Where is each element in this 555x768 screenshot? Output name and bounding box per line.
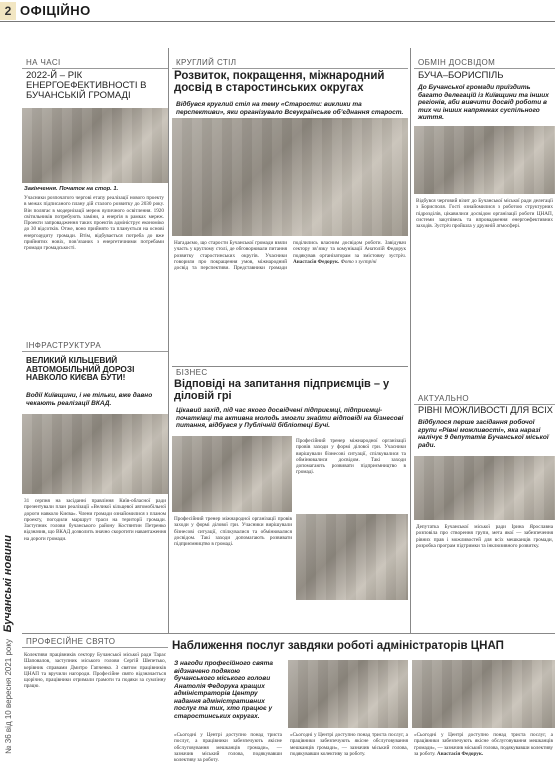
infra-photo bbox=[22, 414, 168, 494]
sidebar-text bbox=[2, 535, 14, 754]
infra-title: ВЕЛИКИЙ КІЛЬЦЕВИЙ АВТОМОБІЛЬНИЙ ДОРОЗІ НАВКОЛО КИЄВА БУТИ! bbox=[26, 355, 135, 383]
page-header bbox=[0, 0, 555, 22]
hrub-author: Анастасія Федорук. bbox=[293, 258, 340, 265]
sidebar bbox=[0, 24, 17, 768]
cnap-body-right-text: «Сьогодні у Центрі доступно понад триста послуг, а працівники забезпечують якісне обслуговування мешканців громади», — зазначив міський голова, подякувавши колективу за роботу. bbox=[414, 732, 553, 757]
issue-info: № 36 від 10 вересня 2021 року bbox=[4, 639, 13, 754]
hrub-label: КРУГЛИЙ СТІЛ bbox=[172, 57, 408, 69]
newspaper-brand: Бучанські новини bbox=[2, 535, 14, 633]
energy-title: 2022-Й – РІК ЕНЕРГОЕФЕКТИВНОСТІ В БУЧАНСЬКІЙ ГРОМАДІ bbox=[26, 70, 147, 101]
cnap-photo-2 bbox=[412, 660, 555, 728]
business-body-right: Професійний тренер міжнародної організації провів заходи у формі ділової гри. Учасники вирішували бізнесові ситуації, спілкувалися та обмінювалися досвідом. Такі заходи допомагають розвивати підприємництво в громаді. bbox=[296, 438, 406, 476]
hrub-lead: Відбувся круглий стіл на тему «Старости: виклики та перспективи», яки організувало Всеукраїнське об’єднання старост. bbox=[176, 101, 404, 116]
column-divider bbox=[410, 48, 411, 633]
actual-title: РІВНІ МОЖЛИВОСТІ ДЛЯ ВСІХ bbox=[418, 405, 553, 415]
borispil-body: Відбувся черговий візит до Бучанської міської ради делегації з Борисполя. Гості ознайомилися з роботою структурних підрозділів, цікавилися досвідом організації роботи ЦНАП, системи закупівель та впровадження енергоефективних заходів. Зустріч пройшла у дружній атмосфері. bbox=[416, 198, 553, 230]
hrub-author-role: Фото з зустрічі bbox=[340, 258, 377, 265]
holiday-body: Колективи працівників сектору Бучанської міської ради Тарас Шаповалов, заступник міського голови Сергій Шепетько, керівник справами Дмитро Гапченко. З святом працівників ЦНАП та вручили нагороди. Професійне свято відзначається щорічно, працівники отримали грамоти та подяки за сумлінну працю. bbox=[24, 652, 166, 690]
business-photo-2 bbox=[296, 514, 408, 600]
actual-photo bbox=[414, 456, 555, 520]
cnap-body-mid: «Сьогодні у Центрі доступно понад триста послуг, а працівники забезпечують якісне обслуговування мешканців громади», — зазначив міський голова, подякувавши колективу за роботу. bbox=[290, 732, 408, 757]
borispil-title: БУЧА–БОРИСПІЛЬ bbox=[418, 70, 504, 81]
cnap-body-right bbox=[414, 732, 553, 766]
energy-caption: Закінчення. Початок на стор. 1. bbox=[24, 186, 119, 192]
hrub-photo bbox=[172, 118, 408, 236]
business-lead: Цікавий захід, під час якого досвідчені підприємці, підприємці-початківці та активна молодь змогли знайти відповіді на бізнесові питання, відбувся у Публічній бібліотеці Бучі. bbox=[176, 407, 404, 429]
energy-label: НА ЧАСІ bbox=[22, 57, 168, 69]
actual-lead: Відбулося перше засідання робочої групи «Рівні можливості», яка наразі налічує 9 депутатів Бучанської міської ради. bbox=[418, 419, 549, 449]
borispil-photo bbox=[414, 126, 555, 194]
hrub-title: Розвиток, покращення, міжнародний досвід в старостинських округах bbox=[174, 70, 385, 95]
cnap-lead: З нагоди професійного свята відзначено подякою бучанського міського голови Анатолія Федорука кращих адміністраторів Центру надання адміністративних послуг та тих, хто працює у старостинських округах. bbox=[174, 660, 274, 720]
hrub-body bbox=[174, 240, 406, 335]
cnap-title: Наближення послуг завдяки роботі адміністраторів ЦНАП bbox=[172, 640, 504, 652]
actual-label: АКТУАЛЬНО bbox=[414, 393, 555, 405]
holiday-label: ПРОФЕСІЙНЕ СВЯТО bbox=[22, 636, 168, 648]
business-photo-1 bbox=[172, 436, 292, 512]
cnap-photo-1 bbox=[288, 660, 408, 728]
energy-photo bbox=[22, 108, 168, 183]
borispil-lead: До Бучанської громади приїздить багато делегацій із Київщини та інших регіонів, аби вивчити досвід роботи в тих чи інших напрямках суспільного життя. bbox=[418, 84, 549, 121]
bottom-band-rule bbox=[22, 633, 555, 634]
section-title: ОФІЦІЙНО bbox=[20, 3, 91, 18]
page-number: 2 bbox=[0, 2, 16, 20]
actual-body: Депутатка Бучанської міської ради Ірина Ярославна розповіла про створення групи, мета якої — забезпечення рівних прав і можливостей для всіх мешканців громади, розробка програм підтримки та інклюзивного розвитку. bbox=[416, 524, 553, 549]
business-label: БІЗНЕС bbox=[176, 368, 208, 377]
cnap-author: Анастасія Федорук. bbox=[436, 750, 484, 757]
infra-label: ІНФРАСТРУКТУРА bbox=[22, 340, 168, 352]
infra-body: 31 серпня на засіданні правління Київ-обласної ради презентували план реалізації «Великої кільцевої автомобільної дороги навколо Києва». Члени громади ознайомилися з планом проекту, погодили маршрут траси на території громади. Заступник голови бучанського району Костянтин Петренко відзначив, що ВКАД дозволить значно скоротити навантаження на дороги громади. bbox=[24, 498, 166, 542]
cnap-body-left: «Сьогодні у Центрі доступно понад триста послуг, а працівники забезпечують якісне обслуговування мешканців громади», — зазначив міський голова, подякувавши колективу за роботу. bbox=[174, 732, 282, 764]
hrub-body-text: Нагадаємо, що старости Бучанської громади взяли участь у круглому столі, де обговорювали питання розвитку старостинських округів. Учасники говорили про покращення умов, міжнародний досвід та перспективи. Представники громади поділились власним досвідом роботи. Завідувач сектору зв’язку та комунікації Анатолій Федорук подякував організаторам за змістовну зустріч. bbox=[174, 240, 406, 272]
energy-body: Учасники розпочатого чергові етапу реалізації нового проекту в межах підписаного плану дій сталого розвитку до 2030 року. Він полягає в модернізації мереж вуличного освітлення. 1920 світильників потребують заміни, а енергія в рамках мереж. Проекти запровадження таких проектів адмініструє економіко до 30 відсотків. Отже, воно прийнято та планується на основі енергоаудиту громади. Втім, відбувається потреба до вже прийнятих новіх, пов’язаних з енергетичними потребами громади громадськості. bbox=[24, 195, 164, 252]
column-divider bbox=[168, 48, 169, 633]
business-body-left: Професійний тренер міжнародної організації провів заходи у формі ділової гри. Учасники вирішували бізнесові ситуації, спілкувалися та обмінювалися досвідом. Такі заходи допомагають розвивати підприємництво в громаді. bbox=[174, 516, 292, 548]
infra-subtitle: Водії Київщини, і не тільки, вже давно чекають реалізації ВКАД. bbox=[26, 392, 153, 407]
borispil-label: ОБМІН ДОСВІДОМ bbox=[414, 57, 555, 69]
business-title: Відповіді на запитання підприємців – у діловій грі bbox=[174, 378, 390, 402]
